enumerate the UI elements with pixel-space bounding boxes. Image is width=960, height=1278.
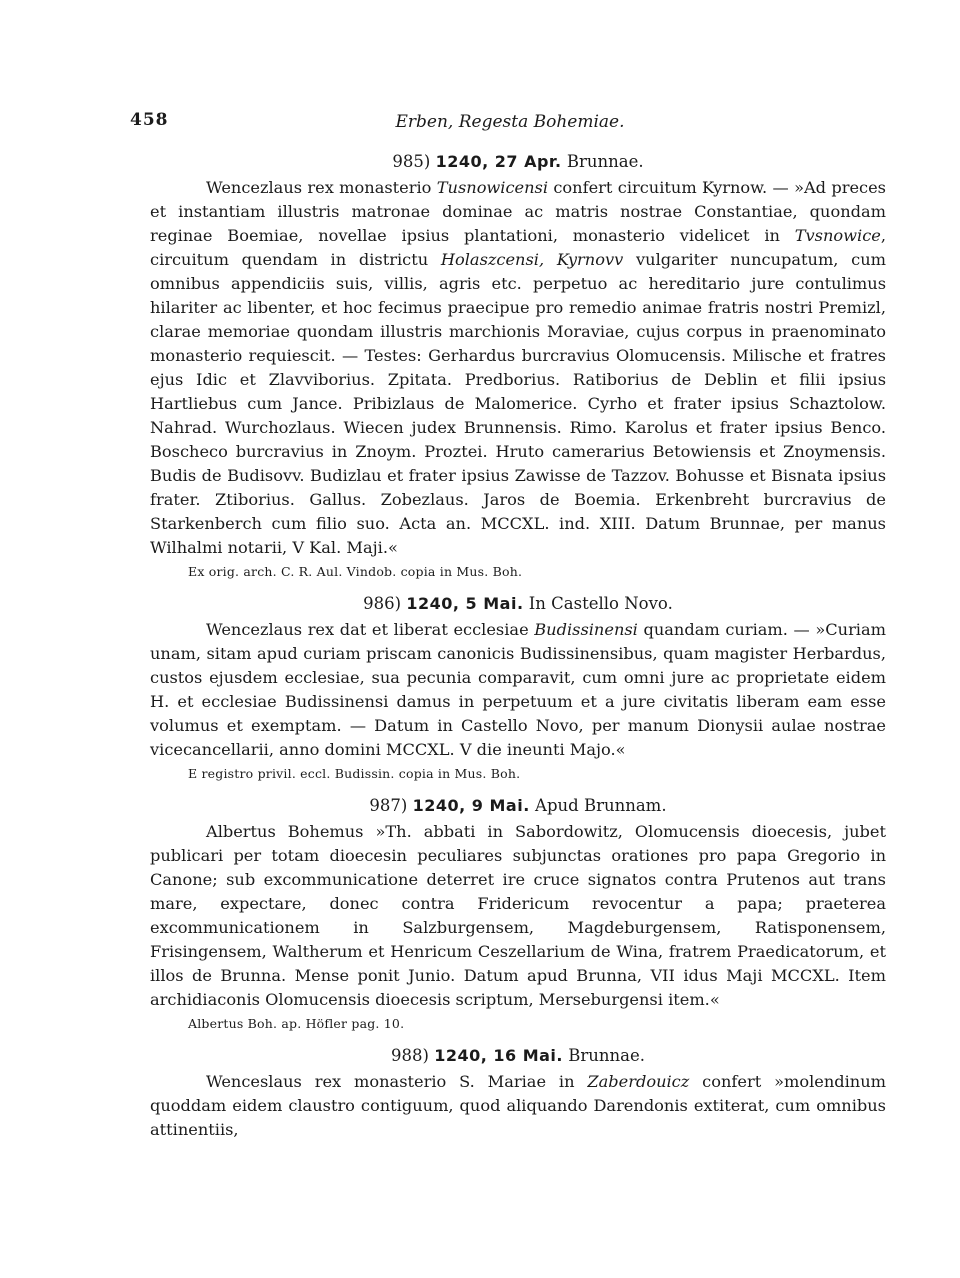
- entry-place: In Castello Novo.: [528, 594, 673, 613]
- text-italic: Tvsnowice: [794, 226, 881, 245]
- text-span: confert »molendinum quoddam eidem claustro contiguum, quod aliquando Darendonis extiterat, cum omnibus attinentiis,: [150, 1072, 887, 1139]
- text-italic: Zaberdouicz: [587, 1072, 690, 1091]
- entry-text: [150, 618, 886, 762]
- entry-heading: [150, 592, 886, 616]
- entry-number: 988): [391, 1046, 429, 1065]
- text-span: Albertus Bohemus »Th. abbati in Sabordowitz, Olomucensis dioecesis, jubet publicari per totam dioecesin peculiares subjunctas orationes pro papa Gregorio in Canone; sub excommunicatione deterret ire cruce signatos contra Prutenos aut trans mare, expectare, donec contra Fridericum revocentur a papa; praeterea excommunicationem in Salzburgensem, Magdeburgensem, Ratisponensem, Frisingensem, Waltherum et Henricum Ceszellarium de Wina, fratrem Praedicatorum, et illos de Brunna. Mense ponit Junio. Datum apud Brunna, VII idus Maji MCCXL. Item archidiaconis Olomucensis dioecesis scriptum, Merseburgensi item.«: [150, 822, 886, 1009]
- page-header: [130, 104, 890, 130]
- regest-entry-986: [150, 592, 886, 784]
- regest-entry-985: [150, 150, 886, 582]
- source-citation: Ex orig. arch. C. R. Aul. Vindob. copia in Mus. Boh.: [188, 564, 523, 579]
- entry-place: Brunnae.: [568, 1046, 645, 1065]
- regest-entry-988: [150, 1044, 886, 1142]
- regest-entry-987: [150, 794, 886, 1034]
- entry-number: 986): [363, 594, 402, 613]
- text-span: Wencezlaus rex monasterio: [206, 178, 437, 197]
- text-italic: Tusnowicensi: [436, 178, 549, 197]
- text-span: , circuitum quendam in districtu: [150, 226, 886, 269]
- entry-heading: [150, 150, 886, 174]
- entry-text: [150, 820, 886, 1012]
- entry-number: 985): [392, 152, 431, 171]
- source-citation: Albertus Boh. ap. Höfler pag. 10.: [188, 1016, 405, 1031]
- text-span: Wencezlaus rex dat et liberat ecclesiae: [206, 620, 535, 639]
- entry-heading: [150, 1044, 886, 1068]
- page-number: 458: [130, 110, 169, 130]
- text-span: quandam curiam. — »Curiam unam, sitam apud curiam priscam canonicis Budissinensibus, quam magister Herbardus, custos ejusdem ecclesiae, sua pecunia comparavit, cum omni jure ac proprietate eidem H. et ecclesiae Budissinensi damus in perpetuum et a jure civitatis liberam eam esse volumus et exemptam. — Datum in Castello Novo, per manum Dionysii aulae nostrae vicecancellarii, anno domini MCCXL. V die ineunti Majo.«: [150, 620, 886, 759]
- text-italic: Holaszcensi, Kyrnovv: [440, 250, 624, 269]
- entry-date: 1240, 27 Apr.: [435, 152, 562, 171]
- entry-date: 1240, 5 Mai.: [406, 594, 524, 613]
- entry-date: 1240, 9 Mai.: [412, 796, 530, 815]
- running-title: Erben, Regesta Bohemiae.: [395, 112, 625, 132]
- entry-text: [150, 176, 886, 560]
- entry-date: 1240, 16 Mai.: [434, 1046, 563, 1065]
- entry-text: [150, 1070, 886, 1142]
- entry-place: Brunnae.: [566, 152, 644, 171]
- text-span: Wenceslaus rex monasterio S. Mariae in: [206, 1072, 588, 1091]
- entry-number: 987): [369, 796, 408, 815]
- text-span: vulgariter nuncupatum, cum omnibus appendiciis suis, villis, agris etc. perpetuo ac hereditario jure contulimus hilariter ac libenter, et hoc fecimus praecipue pro remedio animae fratris nostri Premizl, clarae memoriae quondam illustris marchionis Moraviae, cujus corpus in praenominato monasterio requiescit. — Testes: Gerhardus burcravius Olomucensis. Milische et fratres ejus Idic et Zlavviborius. Zpitata. Predborius. Ratiborius de Deblin et filii ipsius Hartliebus cum Jance. Pribizlaus de Malomerice. Cyrho et frater ipsius Schaztolow. Nahrad. Wurchozlaus. Wiecen judex Brunnensis. Rimo. Karolus et frater ipsius Benco. Boscheco burcravius in Znoym. Proztei. Hruto camerarius Betowiensis et Znoymensis. Budis de Budisovv. Budizlau et frater ipsius Zawisse de Tazzov. Bohusse et Bisnata ipsius frater. Ztiborius. Gallus. Zobezlaus. Jaros de Boemia. Erkenbreht burcravius de Starkenberch cum filio suo. Acta an. MCCXL. ind. XIII. Datum Brunnae, per manus Wilhalmi notarii, V Kal. Maji.«: [150, 250, 887, 557]
- entry-heading: [150, 794, 886, 818]
- source-citation: E registro privil. eccl. Budissin. copia in Mus. Boh.: [188, 766, 521, 781]
- text-span: confert circuitum Kyrnow. — »Ad preces et instantiam illustris matronae dominae ac matris nostrae Constantiae, quondam reginae Boemiae, novellae ipsius plantationi, monasterio videlicet in: [150, 178, 886, 245]
- entry-place: Apud Brunnam.: [535, 796, 667, 815]
- text-italic: Budissinensi: [534, 620, 638, 639]
- document-body: [150, 150, 886, 1152]
